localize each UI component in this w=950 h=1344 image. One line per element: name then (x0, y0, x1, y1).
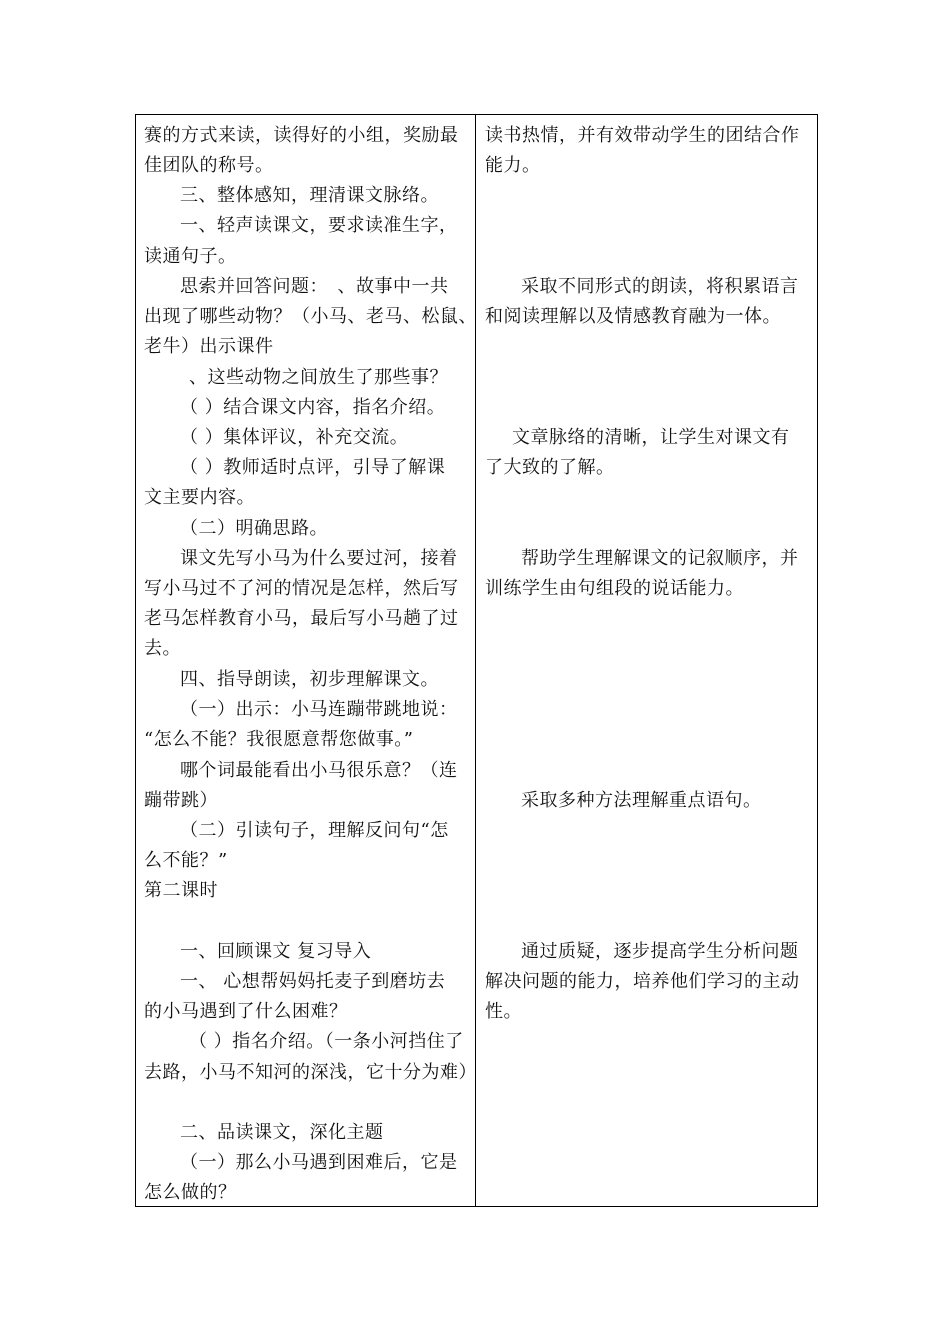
left-line: 读通句子。 (144, 246, 237, 267)
left-line: 哪个词最能看出小马很乐意？（连 (180, 760, 458, 781)
left-line: （ ）集体评议，补充交流。 (180, 427, 409, 448)
design-intent-column (477, 115, 819, 1206)
left-line: 去。 (144, 638, 181, 659)
left-line: 一、 心想帮妈妈托麦子到磨坊去 (180, 971, 446, 992)
right-line: 读书热情，并有效带动学生的团结合作 (485, 125, 800, 146)
right-line: 和阅读理解以及情感教育融为一体。 (485, 306, 781, 327)
left-line: 文主要内容。 (144, 487, 255, 508)
left-line: （ ）教师适时点评，引导了解课 (180, 457, 446, 478)
right-line: 训练学生由句组段的说话能力。 (485, 578, 744, 599)
left-line: 一、轻声读课文，要求读准生字， (180, 215, 458, 236)
lesson-plan-table (135, 114, 818, 1207)
lesson-period-heading: 第二课时 (144, 880, 218, 901)
left-line: （二）明确思路。 (180, 518, 328, 539)
left-line: 一、回顾课文 复习导入 (180, 941, 372, 962)
left-line: 么不能？” (144, 850, 228, 871)
left-line: 老牛）出示课件 (144, 336, 274, 357)
right-line: 解决问题的能力，培养他们学习的主动 (485, 971, 800, 992)
left-line: 老马怎样教育小马，最后写小马趟了过 (144, 608, 459, 629)
left-line: 出现了哪些动物？（小马、老马、松鼠、 (144, 306, 477, 327)
left-line: （一）出示：小马连蹦带跳地说： (180, 699, 458, 720)
left-line: “怎么不能？我很愿意帮您做事。” (144, 729, 414, 750)
left-line: 的小马遇到了什么困难？ (144, 1001, 348, 1022)
left-line: （二）引读句子，理解反问句“怎 (180, 820, 449, 841)
left-line: 、这些动物之间放生了那些事？ (189, 367, 448, 388)
right-line: 采取多种方法理解重点语句。 (521, 790, 762, 811)
left-line: （ ）结合课文内容，指名介绍。 (180, 397, 446, 418)
right-line: 通过质疑，逐步提高学生分析问题 (521, 941, 799, 962)
left-line: 怎么做的？ (144, 1182, 237, 1203)
left-line: 课文先写小马为什么要过河，接着 (180, 548, 458, 569)
left-line: 赛的方式来读，读得好的小组，奖励最 (144, 125, 459, 146)
right-line: 了大致的了解。 (485, 457, 615, 478)
left-line: 去路，小马不知河的深浅，它十分为难） (144, 1062, 477, 1083)
left-line: （ ）指名介绍。（一条小河挡住了 (189, 1031, 464, 1052)
right-line: 性。 (485, 1001, 522, 1022)
right-line: 采取不同形式的朗读，将积累语言 (521, 276, 799, 297)
left-line: 三、整体感知，理清课文脉络。 (180, 185, 439, 206)
left-line: 思索并回答问题： 、故事中一共 (180, 276, 449, 297)
left-line: 写小马过不了河的情况是怎样，然后写 (144, 578, 459, 599)
left-line: 佳团队的称号。 (144, 155, 274, 176)
left-line: 二、品读课文，深化主题 (180, 1122, 384, 1143)
left-line: （一）那么小马遇到困难后，它是 (180, 1152, 458, 1173)
left-line: 蹦带跳） (144, 790, 218, 811)
column-divider (475, 115, 476, 1206)
teaching-process-column (136, 115, 475, 1206)
left-line: 四、指导朗读，初步理解课文。 (180, 669, 439, 690)
right-line: 能力。 (485, 155, 541, 176)
right-line: 文章脉络的清晰，让学生对课文有 (512, 427, 790, 448)
right-line: 帮助学生理解课文的记叙顺序，并 (521, 548, 799, 569)
